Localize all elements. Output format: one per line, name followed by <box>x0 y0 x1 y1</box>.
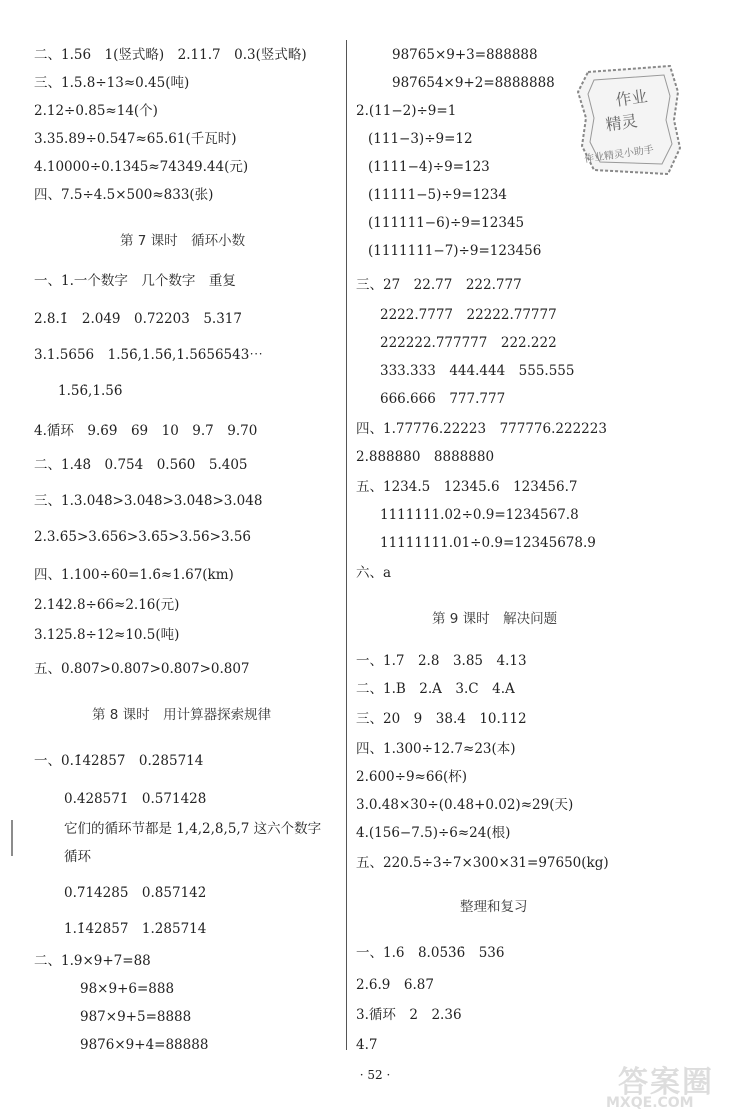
column-divider <box>346 40 347 1050</box>
answer-line: 2.12÷0.85≈14(个) <box>34 103 158 119</box>
answer-line: 一、1.7 2.8 3.85 4.13 <box>356 653 527 669</box>
answer-line: 四、1.300÷12.7≈23(本) <box>356 741 516 757</box>
answer-line: (1111111−7)÷9=123456 <box>368 243 542 259</box>
answer-line: 3.125.8÷12≈10.5(吨) <box>34 627 180 643</box>
answer-line: 二、1.48̇ 0.75̇4̇ 0.56̇0̇ 5.4̇05̇ <box>34 457 248 473</box>
answer-line: 2.600÷9≈66(杯) <box>356 769 468 785</box>
answer-line: 五、1234.5 12345.6 123456.7 <box>356 479 578 495</box>
answer-line: 一、1.6 8.05̇3̇6̇ 536 <box>356 945 505 961</box>
svg-text:作业精灵小助手: 作业精灵小助手 <box>583 144 655 166</box>
answer-line: 987654×9+2=8888888 <box>392 75 555 91</box>
answer-line: 它们的循环节都是 1,4,2,8,5,7 这六个数字 <box>64 821 322 837</box>
answer-line: 2.888880 8888880 <box>356 449 495 465</box>
answer-line: 一、1.一个数字 几个数字 重复 <box>34 273 236 289</box>
answer-line: 2.6.9 6.87 <box>356 977 434 993</box>
section-heading: 第 7 课时 循环小数 <box>120 233 246 249</box>
answer-line: 333.333 444.444 555.555 <box>380 363 575 379</box>
answer-line: (111111−6)÷9=12345 <box>368 215 525 231</box>
answer-line: 四、1.100÷60=1.6̇≈1.67(km) <box>34 567 234 583</box>
answer-line: 三、1.3.04̇8̇>3.048>3.0̇48̇>3.048 <box>34 493 263 509</box>
answer-line: 一、0.1̇42857̇ 0.2̇85714̇ <box>34 753 204 769</box>
answer-line: 3.循环 2 2.36 <box>356 1007 462 1023</box>
page-number: · 52 · <box>359 1068 391 1082</box>
answer-line: 1111111.02÷0.9=1234567.8 <box>380 507 579 523</box>
answer-line: 1.1̇42857̇ 1.2̇85714̇ <box>64 921 207 937</box>
answer-line: 四、1.77776.22223 777776.222223 <box>356 421 607 437</box>
answer-line: 3.1.5656 1.5̇6̇,1.5̇6̇,1.5656543⋯ <box>34 347 263 363</box>
answer-line: 五、0.80̇7̇>0.80̇7̇>0.8̇07̇>0.807 <box>34 661 250 677</box>
answer-line: 二、1.9×9+7=88 <box>34 953 151 969</box>
answer-line: 2.142.8÷66≈2.16(元) <box>34 597 180 613</box>
svg-text:精灵: 精灵 <box>604 111 639 135</box>
answer-line: 11111111.01÷0.9=12345678.9 <box>380 535 596 551</box>
answer-line: 二、1.B 2.A 3.C 4.A <box>356 681 515 697</box>
answer-line: 二、1.56 1(竖式略) 2.11.7 0.3(竖式略) <box>34 47 307 63</box>
answer-line: 六、a <box>356 565 392 581</box>
answer-line: 2222.7777 22222.77777 <box>380 307 557 323</box>
answer-line: 9876×9+4=88888 <box>80 1037 209 1053</box>
answer-line: (111−3)÷9=12 <box>368 131 473 147</box>
answer-line: 三、1.5.8÷13≈0.45(吨) <box>34 75 190 91</box>
svg-text:作业: 作业 <box>614 86 649 110</box>
section-heading: 第 9 课时 解决问题 <box>432 611 558 627</box>
answer-line: 五、220.5÷3÷7×300×31=97650(kg) <box>356 855 609 871</box>
answer-line: 0.4̇28571̇ 0.5̇71428̇ <box>64 791 207 807</box>
answer-line: 三、20 9 38.4 10.112 <box>356 711 527 727</box>
answer-line: (1111−4)÷9=123 <box>368 159 490 175</box>
answer-line: 98×9+6=888 <box>80 981 175 997</box>
answer-line: 4.10000÷0.1345≈74349.44(元) <box>34 159 249 175</box>
answer-line: 3.0.48×30÷(0.48+0.02)≈29(天) <box>356 797 574 813</box>
answer-line: 666.666 777.777 <box>380 391 506 407</box>
answer-line: 98765×9+3=888888 <box>392 47 538 63</box>
stamp-logo <box>574 62 684 180</box>
watermark-logo <box>600 1066 745 1112</box>
answer-line: 1.5̇6̇,1.5̇6̇ <box>58 383 123 399</box>
answer-line: 2.8.1̇ 2.04̇9̇ 0.72̇20̇3̇ 5.3̇17̇ <box>34 311 242 327</box>
margin-mark <box>10 820 14 856</box>
answer-line: 三、27 22.77 222.777 <box>356 277 522 293</box>
answer-line: 2.(11−2)÷9=1 <box>356 103 457 119</box>
answer-line: 4.7 <box>356 1037 378 1053</box>
answer-line: (11111−5)÷9=1234 <box>368 187 507 203</box>
section-heading: 第 8 课时 用计算器探索规律 <box>92 707 272 723</box>
answer-line: 4.(156−7.5)÷6≈24(根) <box>356 825 511 841</box>
watermark-title: 答案圈 <box>618 1065 714 1100</box>
watermark-site: MXQE.COM <box>606 1095 694 1111</box>
answer-line: 222222.777777 222.222 <box>380 335 557 351</box>
answer-line: 3.35.89÷0.547≈65.61(千瓦时) <box>34 131 237 147</box>
answer-line: 循环 <box>64 849 91 865</box>
answer-line: 2.3.6̇5̇>3.656>3.6̇5̇>3.5̇6̇>3.5̇6̇ <box>34 529 252 545</box>
answer-line: 四、7.5÷4.5×500≈833(张) <box>34 187 214 203</box>
answer-line: 987×9+5=8888 <box>80 1009 192 1025</box>
answer-line: 4.循环 9.6̇9̇ 69 10 9.7̇ 9.70 <box>34 423 258 439</box>
section-heading: 整理和复习 <box>460 899 528 915</box>
answer-line: 0.7̇14285̇ 0.8̇57142̇ <box>64 885 207 901</box>
